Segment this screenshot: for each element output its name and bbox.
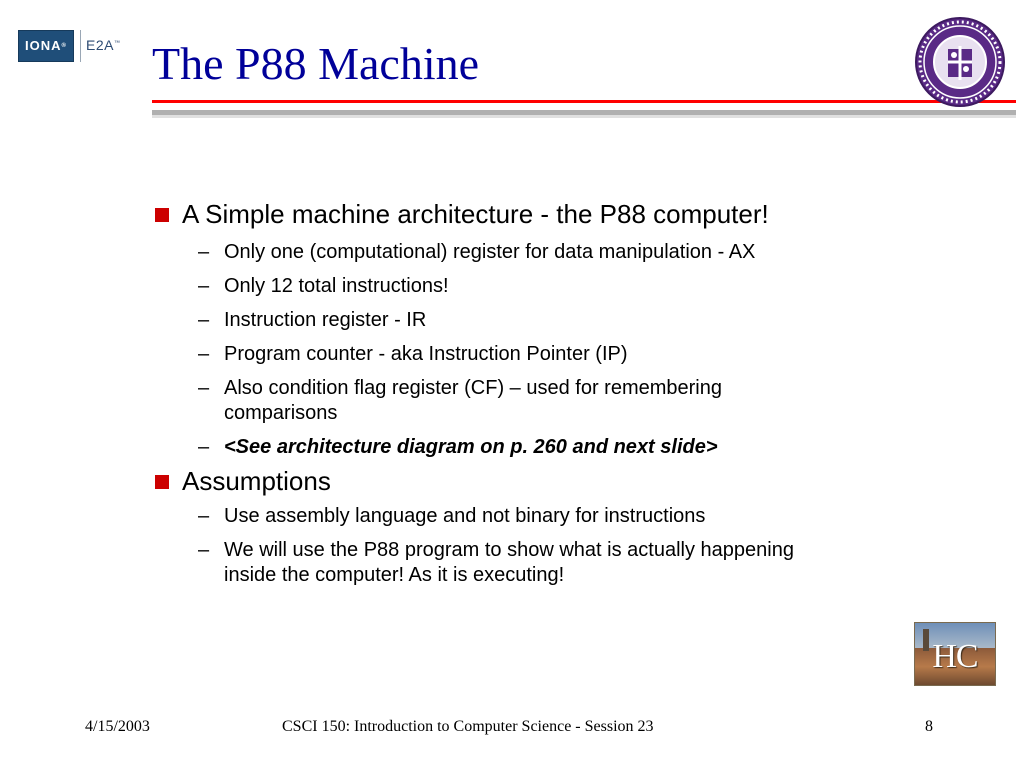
dash-marker: – bbox=[198, 343, 210, 365]
logo-divider bbox=[80, 30, 81, 62]
sub-bullet-item bbox=[198, 376, 744, 426]
sub-bullet-item bbox=[198, 240, 856, 265]
sub-bullet-text: Program counter - aka Instruction Pointer (IP) bbox=[224, 343, 628, 365]
bullet-item bbox=[150, 197, 802, 231]
sub-bullet-item bbox=[198, 435, 856, 460]
slide-title: The P88 Machine bbox=[152, 38, 480, 89]
red-square-bullet bbox=[155, 475, 169, 489]
dash-marker: – bbox=[198, 436, 210, 458]
dash-marker: – bbox=[198, 377, 210, 399]
hc-campus-badge bbox=[914, 622, 996, 686]
red-square-bullet bbox=[155, 208, 169, 222]
sub-bullet-item bbox=[198, 538, 844, 588]
badge-letters: HC bbox=[932, 638, 978, 675]
sub-bullet-text: Use assembly language and not binary for instructions bbox=[224, 505, 706, 527]
sub-bullet-item bbox=[198, 274, 856, 299]
sub-bullet-item bbox=[198, 342, 856, 367]
sub-bullet-text: Only 12 total instructions! bbox=[224, 275, 449, 297]
footer-date: 4/15/2003 bbox=[85, 718, 150, 735]
sub-bullet-text: Also condition flag register (CF) – used for remembering comparisons bbox=[224, 377, 722, 424]
sub-bullet-text: We will use the P88 program to show what is actually happening inside the computer! As it is executing! bbox=[224, 539, 794, 586]
iona-logo bbox=[18, 30, 74, 62]
footer-page-number: 8 bbox=[925, 718, 933, 735]
bullet-text: A Simple machine architecture - the P88 computer! bbox=[182, 199, 769, 229]
e2a-logo-text: E2A bbox=[86, 37, 114, 53]
sub-bullet-text: Instruction register - IR bbox=[224, 309, 427, 331]
college-seal-icon bbox=[914, 16, 1006, 108]
dash-marker: – bbox=[198, 241, 210, 263]
dash-marker: – bbox=[198, 309, 210, 331]
bullet-item bbox=[150, 464, 890, 498]
sub-bullet-item bbox=[198, 504, 856, 529]
trademark-mark: ™ bbox=[113, 40, 121, 47]
sub-bullet-text: Only one (computational) register for data manipulation - AX bbox=[224, 241, 756, 263]
sub-bullet-item bbox=[198, 308, 856, 333]
iona-logo-text: IONA bbox=[25, 38, 62, 53]
e2a-logo bbox=[86, 37, 120, 53]
sub-bullet-text: <See architecture diagram on p. 260 and next slide> bbox=[224, 436, 718, 458]
dash-marker: – bbox=[198, 275, 210, 297]
dash-marker: – bbox=[198, 505, 210, 527]
footer-course-title: CSCI 150: Introduction to Computer Science - Session 23 bbox=[282, 718, 654, 735]
dash-marker: – bbox=[198, 539, 210, 561]
title-rule-shadow bbox=[152, 110, 1016, 118]
bullet-text: Assumptions bbox=[182, 466, 331, 496]
slide-body bbox=[150, 197, 890, 588]
trademark-mark: ® bbox=[61, 43, 67, 49]
title-rule-red bbox=[152, 100, 1016, 103]
